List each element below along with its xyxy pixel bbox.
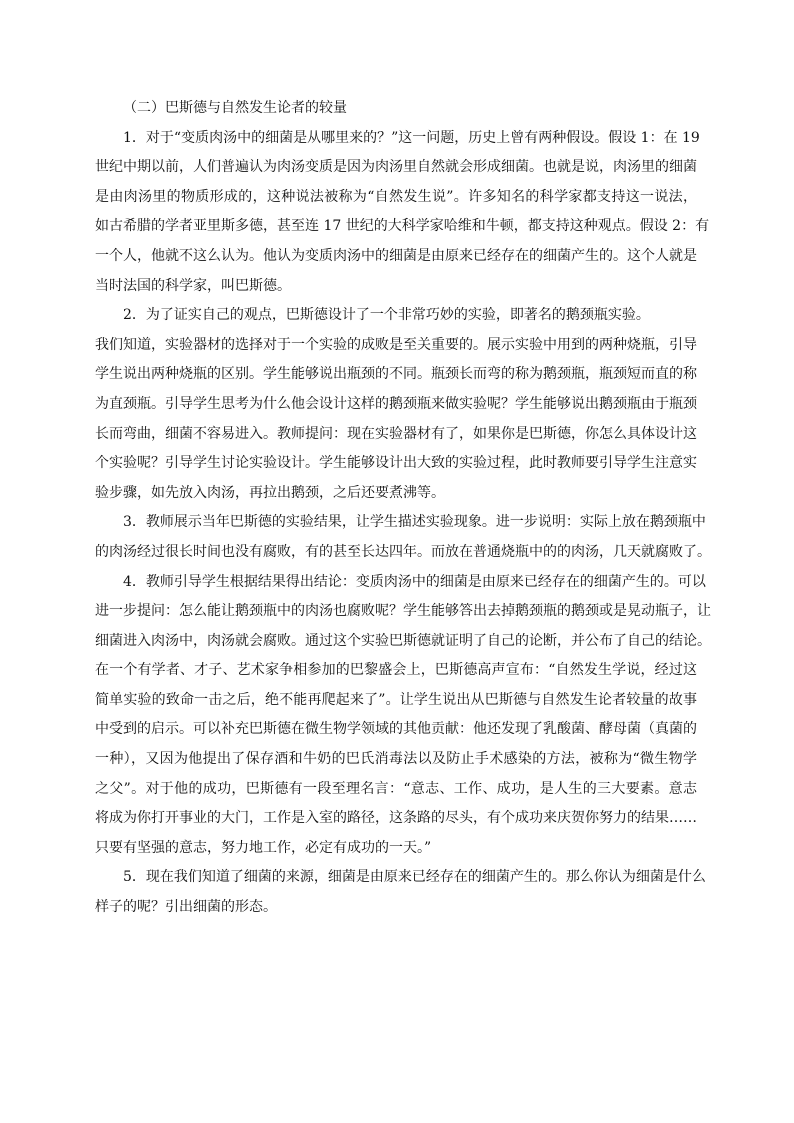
paragraph-4-line: 简单实验的致命一击之后，绝不能再爬起来了”。让学生说出从巴斯德与自然发生论者较量的故事 bbox=[95, 691, 697, 708]
paragraph-1-line: 1．对于“变质肉汤中的细菌是从哪里来的？”这一问题，历史上曾有两种假设。假设 1：在 19 bbox=[123, 129, 700, 146]
paragraph-2-line: 长而弯曲，细菌不容易进入。教师提问：现在实验器材有了，如果你是巴斯德，你怎么具体设计这 bbox=[95, 425, 697, 442]
paragraph-2-line: 为直颈瓶。引导学生思考为什么他会设计这样的鹅颈瓶来做实验呢？学生能够说出鹅颈瓶由于瓶颈 bbox=[95, 395, 697, 412]
paragraph-5-line: 样子的呢？引出细菌的形态。 bbox=[95, 899, 277, 916]
paragraph-1-line: 世纪中期以前，人们普遍认为肉汤变质是因为肉汤里自然就会形成细菌。也就是说，肉汤里的细菌 bbox=[95, 159, 697, 176]
paragraph-4-line: 4．教师引导学生根据结果得出结论：变质肉汤中的细菌是由原来已经存在的细菌产生的。可以 bbox=[123, 573, 706, 590]
paragraph-5-line: 5．现在我们知道了细菌的来源，细菌是由原来已经存在的细菌产生的。那么你认为细菌是什么 bbox=[123, 869, 706, 886]
paragraph-4-line: 之父”。对于他的成功，巴斯德有一段至理名言：“意志、工作、成功，是人生的三大要素。意志 bbox=[95, 780, 697, 797]
document-body bbox=[95, 94, 711, 923]
section-title: （二）巴斯德与自然发生论者的较量 bbox=[123, 100, 347, 116]
paragraph-3-line: 3．教师展示当年巴斯德的实验结果，让学生描述实验现象。进一步说明：实际上放在鹅颈瓶中 bbox=[123, 514, 706, 531]
paragraph-4-line: 在一个有学者、才子、艺术家争相参加的巴黎盛会上，巴斯德高声宣布：“自然发生学说，经过这 bbox=[95, 662, 697, 679]
paragraph-4-line: 只要有坚强的意志，努力地工作，必定有成功的一天。” bbox=[95, 839, 432, 856]
paragraph-2-line: 我们知道，实验器材的选择对于一个实验的成败是至关重要的。展示实验中用到的两种烧瓶，引导 bbox=[95, 336, 697, 353]
paragraph-4-line: 进一步提问：怎么能让鹅颈瓶中的肉汤也腐败呢？学生能够答出去掉鹅颈瓶的鹅颈或是晃动瓶子，让 bbox=[95, 603, 711, 620]
paragraph-4-line: 将成为你打开事业的大门，工作是入室的路径，这条路的尽头，有个成功来庆贺你努力的结果…… bbox=[95, 810, 697, 827]
paragraph-4-line: 中受到的启示。可以补充巴斯德在微生物学领域的其他贡献：他还发现了乳酸菌、酵母菌（真菌的 bbox=[95, 721, 697, 738]
paragraph-2-line: 个实验呢？引导学生讨论实验设计。学生能够设计出大致的实验过程，此时教师要引导学生注意实 bbox=[95, 455, 697, 472]
paragraph-2-line: 2．为了证实自己的观点，巴斯德设计了一个非常巧妙的实验，即著名的鹅颈瓶实验。 bbox=[123, 307, 650, 324]
paragraph-1-line: 如古希腊的学者亚里斯多德，甚至连 17 世纪的大科学家哈维和牛顿，都支持这种观点。假设 2：有 bbox=[95, 218, 710, 235]
paragraph-1-line: 一个人，他就不这么认为。他认为变质肉汤中的细菌是由原来已经存在的细菌产生的。这个人就是 bbox=[95, 247, 697, 264]
paragraph-1-line: 当时法国的科学家，叫巴斯德。 bbox=[95, 277, 291, 294]
paragraph-4-line: 细菌进入肉汤中，肉汤就会腐败。通过这个实验巴斯德就证明了自己的论断，并公布了自己的结论。 bbox=[95, 632, 711, 649]
paragraph-3-line: 的肉汤经过很长时间也没有腐败，有的甚至长达四年。而放在普通烧瓶中的的肉汤，几天就腐败了。 bbox=[95, 543, 711, 560]
paragraph-4-line: 一种），又因为他提出了保存酒和牛奶的巴氏消毒法以及防止手术感染的方法，被称为“微生物学 bbox=[95, 751, 697, 768]
paragraph-1-line: 是由肉汤里的物质形成的，这种说法被称为“自然发生说”。许多知名的科学家都支持这一说法， bbox=[95, 188, 697, 205]
paragraph-2-line: 验步骤，如先放入肉汤，再拉出鹅颈，之后还要煮沸等。 bbox=[95, 484, 445, 501]
paragraph-2-line: 学生说出两种烧瓶的区别。学生能够说出瓶颈的不同。瓶颈长而弯的称为鹅颈瓶，瓶颈短而直的称 bbox=[95, 366, 697, 383]
